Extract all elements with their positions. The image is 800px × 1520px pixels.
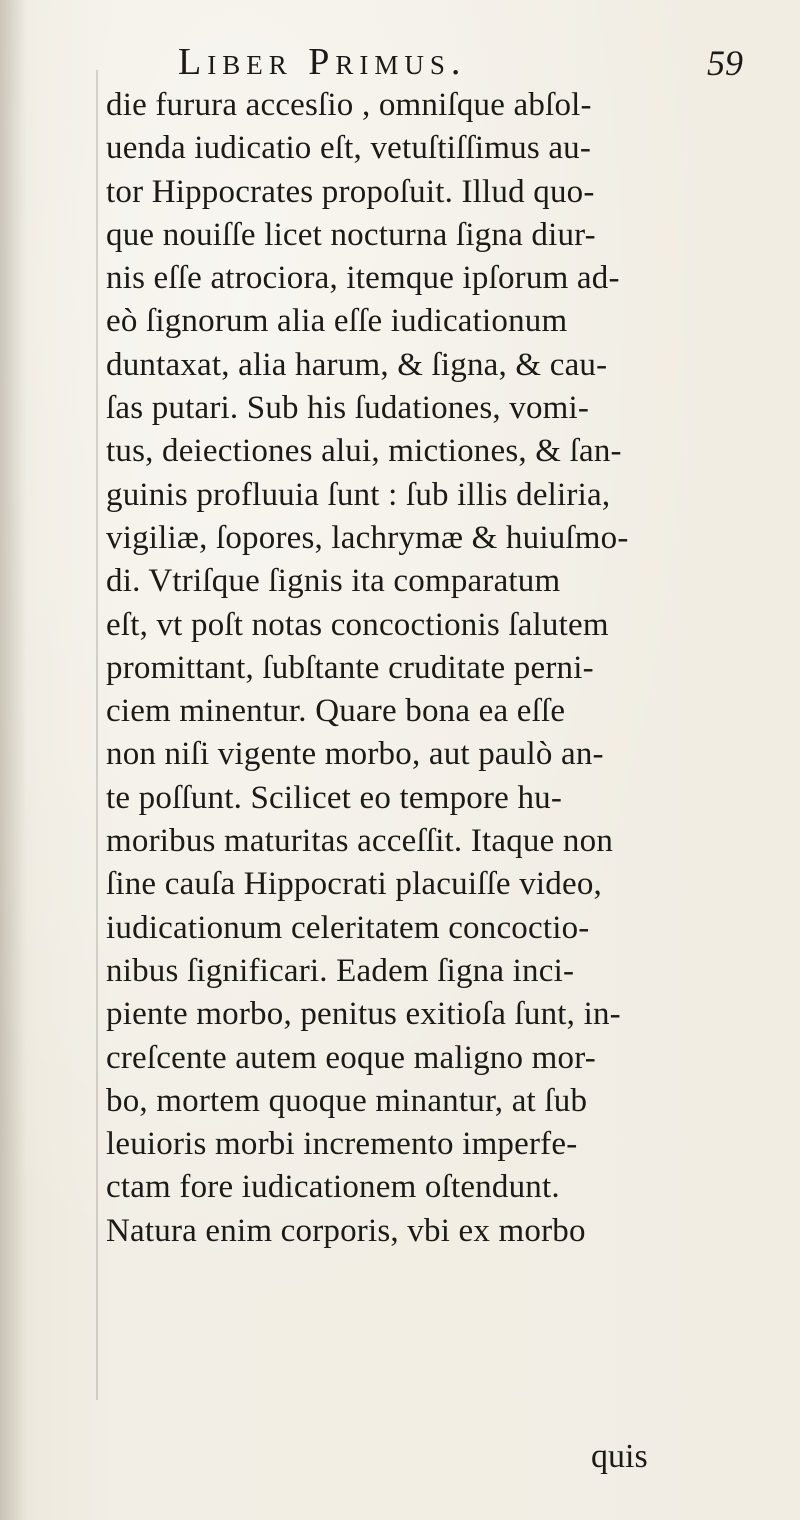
margin-rule: [96, 70, 98, 1400]
text-line: moribus maturitas acceſſit. Itaque non: [106, 823, 614, 860]
text-line: Natura enim corporis, vbi ex morbo: [106, 1212, 586, 1249]
text-line: piente morbo, penitus exitioſa ſunt, in-: [106, 996, 621, 1033]
text-line: di. Vtriſque ſignis ita comparatum: [106, 563, 561, 600]
text-line: eſt, vt poſt notas concoctionis ſalutem: [106, 606, 609, 643]
text-line: uenda iudicatio eſt, vetuſtiſſimus au-: [106, 130, 592, 167]
text-line: tor Hippocrates propoſuit. Illud quo-: [106, 173, 595, 210]
text-line: nis eſſe atrociora, itemque ipſorum ad-: [106, 260, 620, 297]
text-line: non niſi vigente morbo, aut paulò an-: [106, 736, 604, 773]
catchword: quis: [591, 1438, 648, 1475]
gutter-shadow: [0, 0, 26, 1520]
text-line: tus, deiectiones alui, mictiones, & ſan-: [106, 433, 622, 470]
text-line: ſine cauſa Hippocrati placuiſſe video,: [106, 866, 602, 903]
page-number: 59: [707, 43, 743, 83]
text-line: promittant, ſubſtante cruditate perni-: [106, 649, 594, 686]
text-line: nibus ſignificari. Eadem ſigna inci-: [106, 952, 575, 989]
text-line: que nouiſſe licet nocturna ſigna diur-: [106, 216, 596, 253]
page-header: [0, 36, 800, 86]
text-line: iudicationum celeritatem concoctio-: [106, 909, 590, 946]
text-line: eò ſignorum alia eſſe iudicationum: [106, 303, 568, 340]
text-line: ciem minentur. Quare bona ea eſſe: [106, 693, 566, 730]
running-head: Liber Primus.: [178, 41, 467, 83]
body-text: [106, 84, 796, 1253]
text-line: vigiliæ, ſopores, lachrymæ & huiuſmo-: [106, 519, 629, 556]
text-line: creſcente autem eoque maligno mor-: [106, 1039, 596, 1076]
text-line: te poſſunt. Scilicet eo tempore hu-: [106, 779, 563, 816]
text-line: leuioris morbi incremento imperfe-: [106, 1126, 578, 1163]
text-line: duntaxat, alia harum, & ſigna, & cau-: [106, 346, 608, 383]
text-line: die furura accesſio , omniſque abſol-: [106, 87, 592, 123]
text-line: guinis profluuia ſunt : ſub illis deliria,: [106, 476, 611, 513]
text-line: bo, mortem quoque minantur, at ſub: [106, 1082, 588, 1119]
text-line: ctam fore iudicationem oſtendunt.: [106, 1169, 560, 1206]
text-line: ſas putari. Sub his ſudationes, vomi-: [106, 390, 590, 427]
